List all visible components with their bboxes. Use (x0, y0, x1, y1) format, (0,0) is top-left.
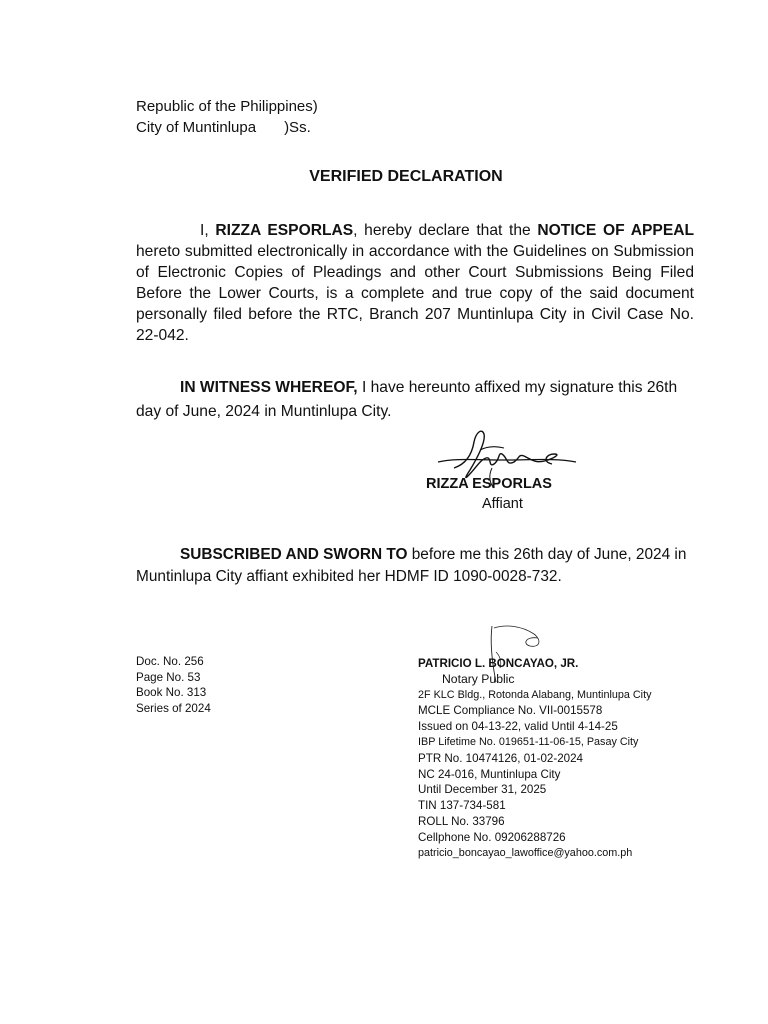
venue-ss: )Ss. (284, 119, 311, 136)
notary-address: 2F KLC Bldg., Rotonda Alabang, Muntinlupa City (418, 688, 652, 701)
affiant-name: RIZZA ESPORLAS (426, 476, 552, 492)
series-year: Series of 2024 (136, 701, 211, 715)
notary-block (418, 656, 651, 861)
notary-cellphone: Cellphone No. 09206288726 (418, 830, 566, 844)
witness-lead: IN WITNESS WHEREOF, (180, 379, 358, 396)
declaration-paragraph (136, 220, 694, 346)
notary-name: PATRICIO L. BONCAYAO, JR. (418, 657, 579, 670)
declaration-text-3: hereto submitted electronically in accordance with the Guidelines on Submission of Electronic Copies of Pleadings and other Court Submissions Being Filed Before the Lower Courts, is a complete and true copy of the said document personally filed before the RTC, Branch 207 Muntinlupa City in Civil Case No. 22-042. (136, 243, 694, 344)
page-number: Page No. 53 (136, 670, 201, 684)
notarial-register-refs (136, 654, 211, 716)
venue-block (136, 96, 318, 138)
notary-roll: ROLL No. 33796 (418, 814, 505, 828)
venue-city-line (136, 117, 318, 138)
notary-ibp: IBP Lifetime No. 019651-11-06-15, Pasay City (418, 735, 639, 748)
declaration-text-2: , hereby declare that the (353, 222, 538, 239)
notary-commission-until: Until December 31, 2025 (418, 783, 547, 797)
witness-paragraph (136, 376, 706, 424)
notary-issued: Issued on 04-13-22, valid Until 4-14-25 (418, 720, 618, 734)
document-type: NOTICE OF APPEAL (537, 222, 695, 239)
notary-ptr: PTR No. 10474126, 01-02-2024 (418, 751, 584, 765)
jurat-lead: SUBSCRIBED AND SWORN TO (180, 546, 408, 563)
affiant-signature-block (426, 424, 626, 516)
jurat-text: before me this 26th day of June, 2024 in Muntinlupa City affiant exhibited her HDMF ID 1090-0028-732. (136, 546, 687, 585)
book-number: Book No. 313 (136, 686, 207, 699)
notary-tin: TIN 137-734-581 (418, 799, 506, 813)
venue-country: Republic of the Philippines) (136, 98, 318, 115)
venue-city: City of Muntinlupa (136, 119, 257, 136)
document-title: VERIFIED DECLARATION (309, 168, 503, 185)
witness-text: I have hereunto affixed my signature this 26th day of June, 2024 in Muntinlupa City. (136, 379, 678, 420)
declarant-name: RIZZA ESPORLAS (215, 222, 354, 239)
notary-email: patricio_boncayao_lawoffice@yahoo.com.ph (418, 846, 633, 859)
declaration-text-1: I, (200, 222, 216, 239)
notary-mcle: MCLE Compliance No. VII-0015578 (418, 704, 603, 718)
jurat-paragraph (136, 544, 696, 588)
notary-role: Notary Public (442, 671, 515, 686)
doc-number: Doc. No. 256 (136, 655, 204, 668)
affiant-role: Affiant (482, 496, 523, 512)
notary-commission: NC 24-016, Muntinlupa City (418, 767, 561, 781)
